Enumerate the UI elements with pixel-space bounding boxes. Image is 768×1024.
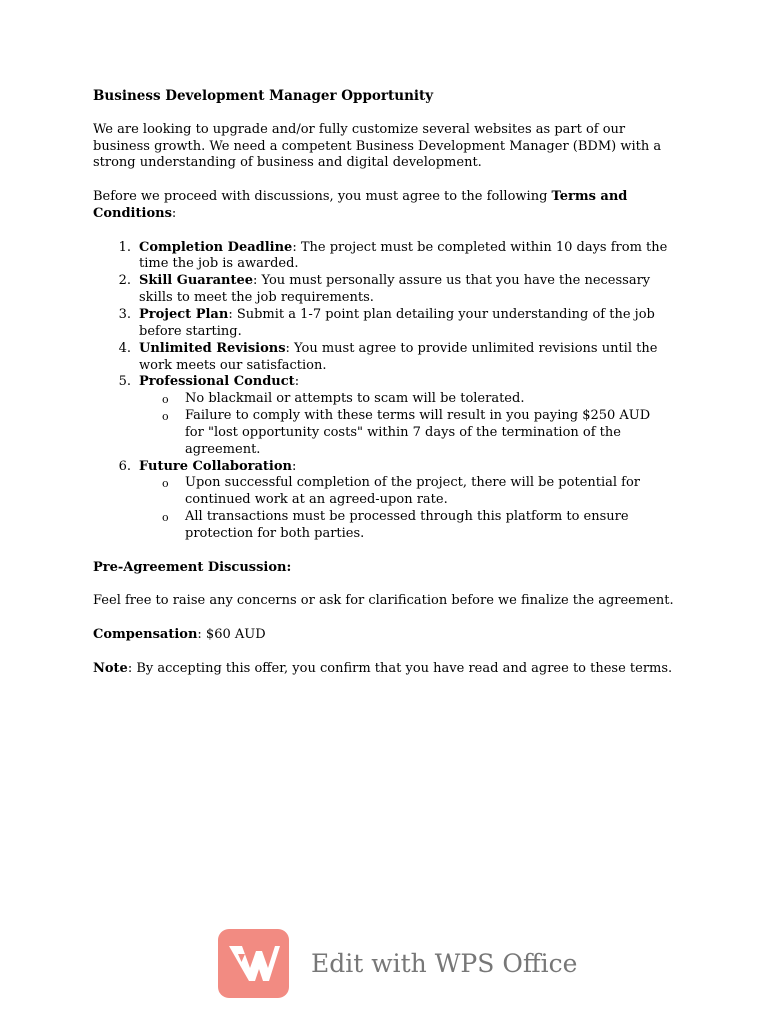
sub-item-text: No blackmail or attempts to scam will be tolerated. — [185, 391, 525, 407]
term-number: 3. — [118, 306, 131, 322]
term-item-professional-conduct — [93, 374, 693, 458]
bullet-marker: o — [162, 410, 169, 424]
term-label: Unlimited Revisions — [139, 340, 286, 356]
bullet-marker: o — [162, 511, 169, 525]
term-number: 2. — [118, 273, 131, 289]
term-item-project-plan — [93, 307, 693, 341]
term-number: 6. — [118, 458, 131, 474]
term-content — [139, 374, 693, 458]
term-label: Future Collaboration — [139, 458, 292, 474]
terms-list — [93, 240, 693, 543]
document-title: Business Development Manager Opportunity — [93, 88, 434, 104]
professional-conduct-sublist — [139, 391, 693, 458]
pre-agreement-heading-label: Pre-Agreement Discussion: — [93, 559, 292, 575]
term-item-unlimited-revisions — [93, 341, 693, 375]
pre-agreement-paragraph: Feel free to raise any concerns or ask for clarification before we finalize the agreement. — [93, 593, 674, 609]
term-text: : You must agree to provide unlimited revisions until the work meets our satisfaction. — [139, 340, 658, 373]
term-number: 5. — [118, 374, 131, 390]
term-content — [139, 240, 693, 274]
terms-intro-paragraph — [93, 189, 693, 223]
term-content — [139, 307, 693, 341]
future-collaboration-sublist — [139, 475, 693, 542]
sub-item-continued-work — [139, 475, 693, 509]
compensation-label: Compensation — [93, 627, 198, 642]
note-text: : By accepting this offer, you confirm that you have read and agree to these terms. — [127, 660, 673, 676]
term-text: : The project must be completed within 10 days from the time the job is awarded. — [139, 239, 668, 272]
sub-item-no-blackmail — [139, 391, 693, 408]
term-label: Professional Conduct — [139, 374, 295, 390]
compensation-line — [93, 627, 693, 644]
sub-item-text: All transactions must be processed through this platform to ensure protection for both parties. — [185, 509, 629, 541]
pre-agreement-heading — [93, 560, 693, 577]
term-text: : You must personally assure us that you have the necessary skills to meet the job requirements. — [139, 273, 651, 306]
term-content — [139, 459, 693, 543]
term-label: Skill Guarantee — [139, 273, 253, 289]
term-text: : — [294, 374, 300, 390]
term-content — [139, 273, 693, 307]
bullet-marker: o — [162, 477, 169, 491]
terms-intro-colon: : — [171, 205, 177, 221]
sub-item-text: Failure to comply with these terms will result in you paying $250 AUD for "lost opportunity costs" within 7 days of the termination of the agreement. — [185, 408, 651, 457]
wps-office-logo-icon — [218, 929, 289, 998]
intro-paragraph: We are looking to upgrade and/or fully customize several websites as part of our business growth. We need a competent Business Development Manager (BDM) with a strong understanding of business and digital development. — [93, 121, 662, 171]
term-content — [139, 341, 693, 375]
terms-and-conditions-label: Terms and Conditions — [93, 189, 628, 221]
note-line — [93, 661, 693, 678]
watermark-text: Edit with WPS Office — [311, 949, 578, 978]
terms-intro-text: Before we proceed with discussions, you must agree to the following — [93, 189, 552, 205]
wps-office-watermark-link[interactable] — [218, 929, 588, 998]
compensation-value: : $60 AUD — [197, 627, 266, 642]
term-label: Project Plan — [139, 306, 229, 322]
sub-item-failure-penalty — [139, 408, 693, 459]
term-label: Completion Deadline — [139, 239, 293, 255]
term-number: 4. — [118, 340, 131, 356]
bullet-marker: o — [162, 393, 169, 407]
term-item-completion-deadline — [93, 240, 693, 274]
term-item-skill-guarantee — [93, 273, 693, 307]
term-text: : Submit a 1-7 point plan detailing your understanding of the job before starting. — [139, 306, 655, 339]
document-page — [93, 88, 693, 694]
term-text: : — [291, 458, 297, 474]
sub-item-text: Upon successful completion of the project, there will be potential for continued work at an agreed-upon rate. — [185, 475, 641, 508]
sub-item-platform-transactions — [139, 509, 693, 543]
term-number: 1. — [118, 239, 131, 255]
note-label: Note — [93, 660, 128, 676]
term-item-future-collaboration — [93, 459, 693, 543]
